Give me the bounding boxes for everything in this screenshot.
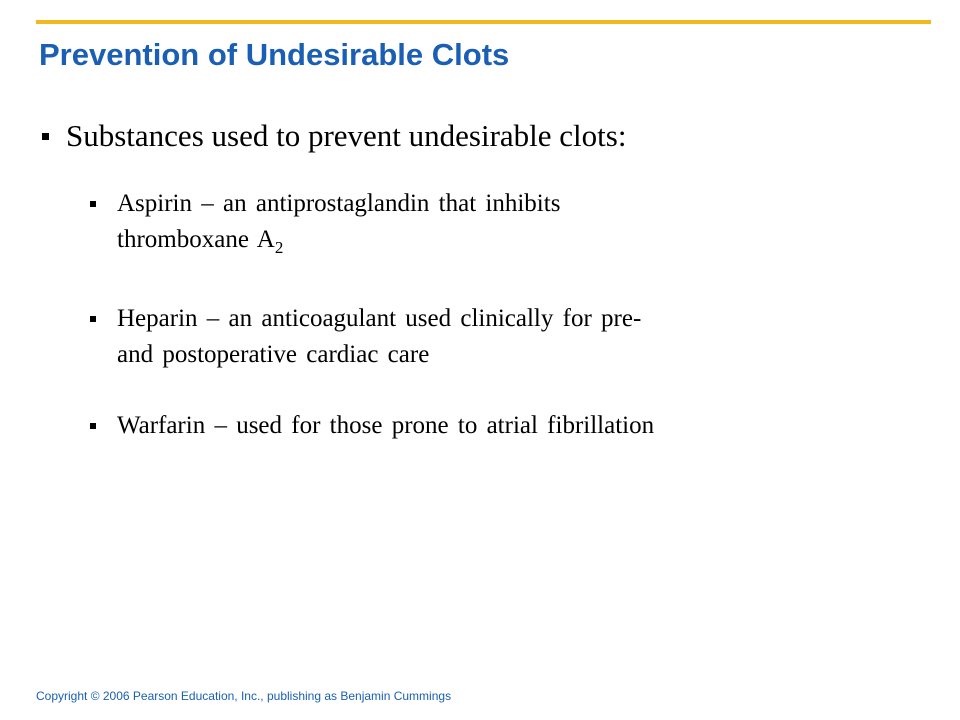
copyright-footer: Copyright © 2006 Pearson Education, Inc., publishing as Benjamin Cummings — [36, 689, 452, 703]
text-line: Warfarin – used for those prone to atrial fibrillation — [117, 412, 655, 439]
sub-bullet-text — [117, 301, 907, 373]
text-line: Heparin – an anticoagulant used clinically for pre- — [117, 305, 642, 332]
top-rule — [36, 20, 931, 24]
square-bullet-icon — [42, 133, 49, 140]
text-line: and postoperative cardiac care — [117, 341, 430, 368]
text-line: Aspirin – an antiprostaglandin that inhibits — [117, 190, 561, 217]
sub-bullet-text — [117, 408, 907, 444]
square-bullet-icon — [90, 201, 96, 207]
main-bullet-text: Substances used to prevent undesirable clots: — [66, 118, 627, 153]
text-line — [117, 222, 907, 258]
square-bullet-icon — [90, 316, 96, 322]
slide-title: Prevention of Undesirable Clots — [39, 37, 510, 72]
text-line-content: thromboxane A — [117, 226, 275, 253]
sub-bullet-text — [117, 186, 907, 258]
square-bullet-icon — [90, 423, 96, 429]
subscript: 2 — [274, 238, 284, 257]
